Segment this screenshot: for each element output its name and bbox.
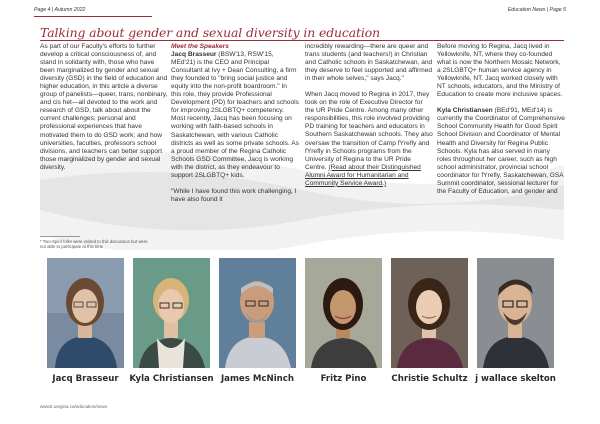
footnote: * Two-Spirit folks were invited to this discussion but were not able to participate at this time (40, 239, 148, 250)
speaker-card (305, 258, 382, 384)
article-title: Talking about gender and sexual diversity in education (40, 25, 381, 40)
footer-url[interactable]: www2.uregina.ca/education/news (40, 404, 108, 409)
column-4 (437, 43, 565, 204)
kyla-bio-text: (BEd'91, MEd'14) is currently the Coordinator of Comprehensive School Community Health for Good Spirit School Division and Coordinator of Mental Health and Diversity for Regina Public Schools. Kyla has also served in many roles throughout her career, such as high school administrator, provincial school coordinator for fYrefly, Saskatchewan, GSA Summit coordinator, sessional lecturer for the Faculty of Education, and gender and (437, 107, 565, 195)
footnote-rule (40, 236, 80, 237)
page-header-left: Page 4 | Autumn 2022 (34, 7, 86, 13)
speaker-card (391, 258, 468, 384)
speaker-photo-fritz-pino (305, 258, 382, 368)
speaker-card (47, 258, 124, 384)
alumni-award-link[interactable]: (Read about their Distinguished Alumni Award for Humanitarian and Community Service Award.) (305, 163, 421, 187)
speaker-photo-j-wallace-skelton (477, 258, 554, 368)
speaker-card (475, 258, 556, 384)
header-rule (34, 16, 152, 17)
jacq-quote: "While I have found this work challenging, I have also found it (171, 187, 297, 203)
speaker-card (219, 258, 296, 384)
speaker-photo-christie-schultz (391, 258, 468, 368)
intro-paragraph: As part of our Faculty's efforts to further develop a critical consciousness of, and stand in solidarity with, those who have been marginalized by gender and sexual diversity (GSD) in the field of education and higher education, in this article a diverse group of panelists—queer, trans, nonbinary, and cis het—all devoted to the work and research of GSD, talk about about the current challenges; personal and professional experiences that have motivated them to do GSD work; and how universities, faculties, professors school divisions, and teachers can better support those marginalized by gender and sexual diversity. (40, 43, 168, 171)
page-header-right: Education News | Page 5 (507, 7, 566, 13)
speaker-photo-james-mcninch (219, 258, 296, 368)
column-1 (40, 43, 168, 180)
speaker-photo-jacq-brasseur (47, 258, 124, 368)
speaker-name: Jacq Brasseur (52, 374, 119, 384)
jacq-regina-paragraph (305, 91, 433, 188)
jacq-name: Jacq Brasseur (171, 51, 217, 59)
kyla-bio (437, 107, 565, 196)
speaker-card (129, 258, 214, 384)
speaker-name: Kyla Christiansen (129, 374, 214, 384)
jacq-bio (171, 51, 299, 180)
speaker-photo-kyla-christiansen (133, 258, 210, 368)
jacq-regina-text: When Jacq moved to Regina in 2017, they took on the role of Executive Director for the UR Pride Centre. Among many other responsibilities, this role involved providing PD training for teachers and educators in Southern Saskatchewan schools. They also oversaw the transition of Camp fYrefly and fYrefly in Schools programs from the University of Regina to the UR Pride Centre. (305, 91, 433, 171)
column-3 (305, 43, 433, 196)
jacq-yellowknife-paragraph: Before moving to Regina, Jacq lived in Yellowknife, NT, where they co-founded what is now the Northern Mosaic Network, a 2SLGBTQ+ human service agency in Yellowknife, NT. Jacq worked closely with NT schools, educators, and the Ministry of Education to create more inclusive spaces. (437, 43, 563, 99)
speaker-name: James McNinch (220, 374, 294, 384)
column-2 (171, 43, 299, 212)
speaker-name: Fritz Pino (320, 374, 367, 384)
speaker-name: j wallace skelton (475, 374, 556, 384)
jacq-quote-cont: incredibly rewarding—there are queer and trans students (and teachers!) in Christian and Catholic schools in Saskatchewan, and they deserve to feel supported and affirmed in their whole selves," says Jacq." (305, 43, 433, 83)
jacq-bio-text: (BSW'13, RSW'15, MEd'21) is the CEO and Principal Consultant at Ivy + Dean Consulting, a firm they founded to "bring social justice and equity into the non-profit boardroom." In this role, they provide Professional Development (PD) for teachers and schools for improving 2SLGBTQ+ competency. Most recently, Jacq has been focusing on working with faith-based schools in Saskatchewan, with various Catholic districts as well as some private schools. As a proud member of the Regina Catholic Schools GSD Committee, Jacq is working with the district, as they endeavour to support 2SLGBTQ+ kids. (171, 51, 299, 179)
title-underline (40, 40, 564, 41)
meet-speakers-heading: Meet the Speakers (171, 43, 229, 50)
kyla-name: Kyla Christiansen (437, 107, 493, 115)
speaker-name: Christie Schultz (391, 374, 468, 384)
